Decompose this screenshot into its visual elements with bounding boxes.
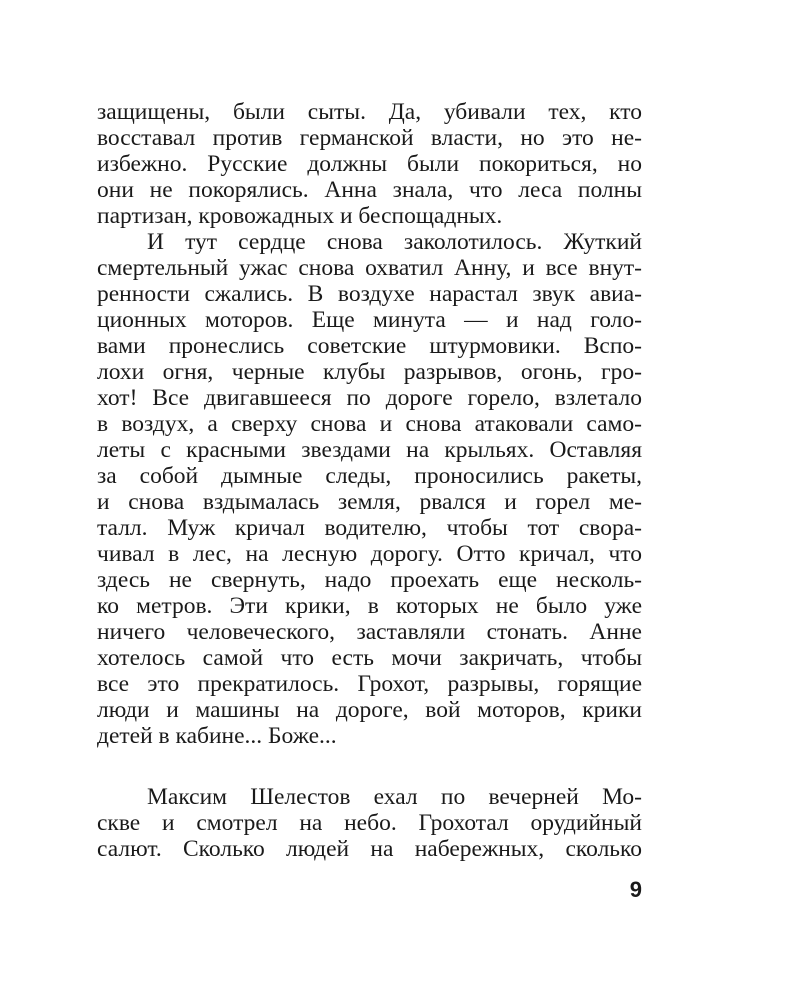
text-line: ренности сжались. В воздухе нарастал звук авиа- [97, 281, 642, 307]
text-line: избежно. Русские должны были покориться, но [97, 151, 642, 177]
text-line: хотелось самой что есть мочи закричать, чтобы [97, 645, 642, 671]
text-line: люди и машины на дороге, вой моторов, крики [97, 697, 642, 723]
text-line: защищены, были сыты. Да, убивали тех, кто [97, 99, 642, 125]
text-line: они не покорялись. Анна знала, что леса полны [97, 177, 642, 203]
text-line: талл. Муж кричал водителю, чтобы тот свора- [97, 515, 642, 541]
text-line: чивал в лес, на лесную дорогу. Отто кричал, что [97, 541, 642, 567]
text-line: все это прекратилось. Грохот, разрывы, горящие [97, 671, 642, 697]
text-line: ко метров. Эти крики, в которых не было уже [97, 593, 642, 619]
text-line: лохи огня, черные клубы разрывов, огонь, гро- [97, 359, 642, 385]
text-line: за собой дымные следы, проносились ракеты, [97, 463, 642, 489]
text-line: леты с красными звездами на крыльях. Оставляя [97, 437, 642, 463]
text-line: Максим Шелестов ехал по вечерней Мо- [147, 784, 642, 810]
text-section-2 [97, 784, 642, 862]
text-section-1 [97, 99, 642, 749]
text-line: в воздух, а сверху снова и снова атаковали само- [97, 411, 642, 437]
text-line: партизан, кровожадных и беспощадных. [97, 203, 503, 229]
text-line: детей в кабине... Боже... [97, 723, 337, 749]
text-line: скве и смотрел на небо. Грохотал орудийный [97, 810, 642, 836]
page-number: 9 [629, 877, 642, 902]
text-line: смертельный ужас снова охватил Анну, и все внут- [97, 255, 642, 281]
text-line: вами пронеслись советские штурмовики. Вспо- [97, 333, 642, 359]
text-line: восставал против германской власти, но это не- [97, 125, 642, 151]
text-line: здесь не свернуть, надо проехать еще несколь- [97, 567, 642, 593]
text-line: хот! Все двигавшееся по дороге горело, взлетало [97, 385, 642, 411]
text-line: ничего человеческого, заставляли стонать. Анне [97, 619, 642, 645]
text-line: и снова вздымалась земля, рвался и горел ме- [97, 489, 642, 515]
text-line: салют. Сколько людей на набережных, сколько [97, 836, 642, 862]
text-line: И тут сердце снова заколотилось. Жуткий [147, 229, 642, 255]
text-line: ционных моторов. Еще минута — и над голо- [97, 307, 642, 333]
